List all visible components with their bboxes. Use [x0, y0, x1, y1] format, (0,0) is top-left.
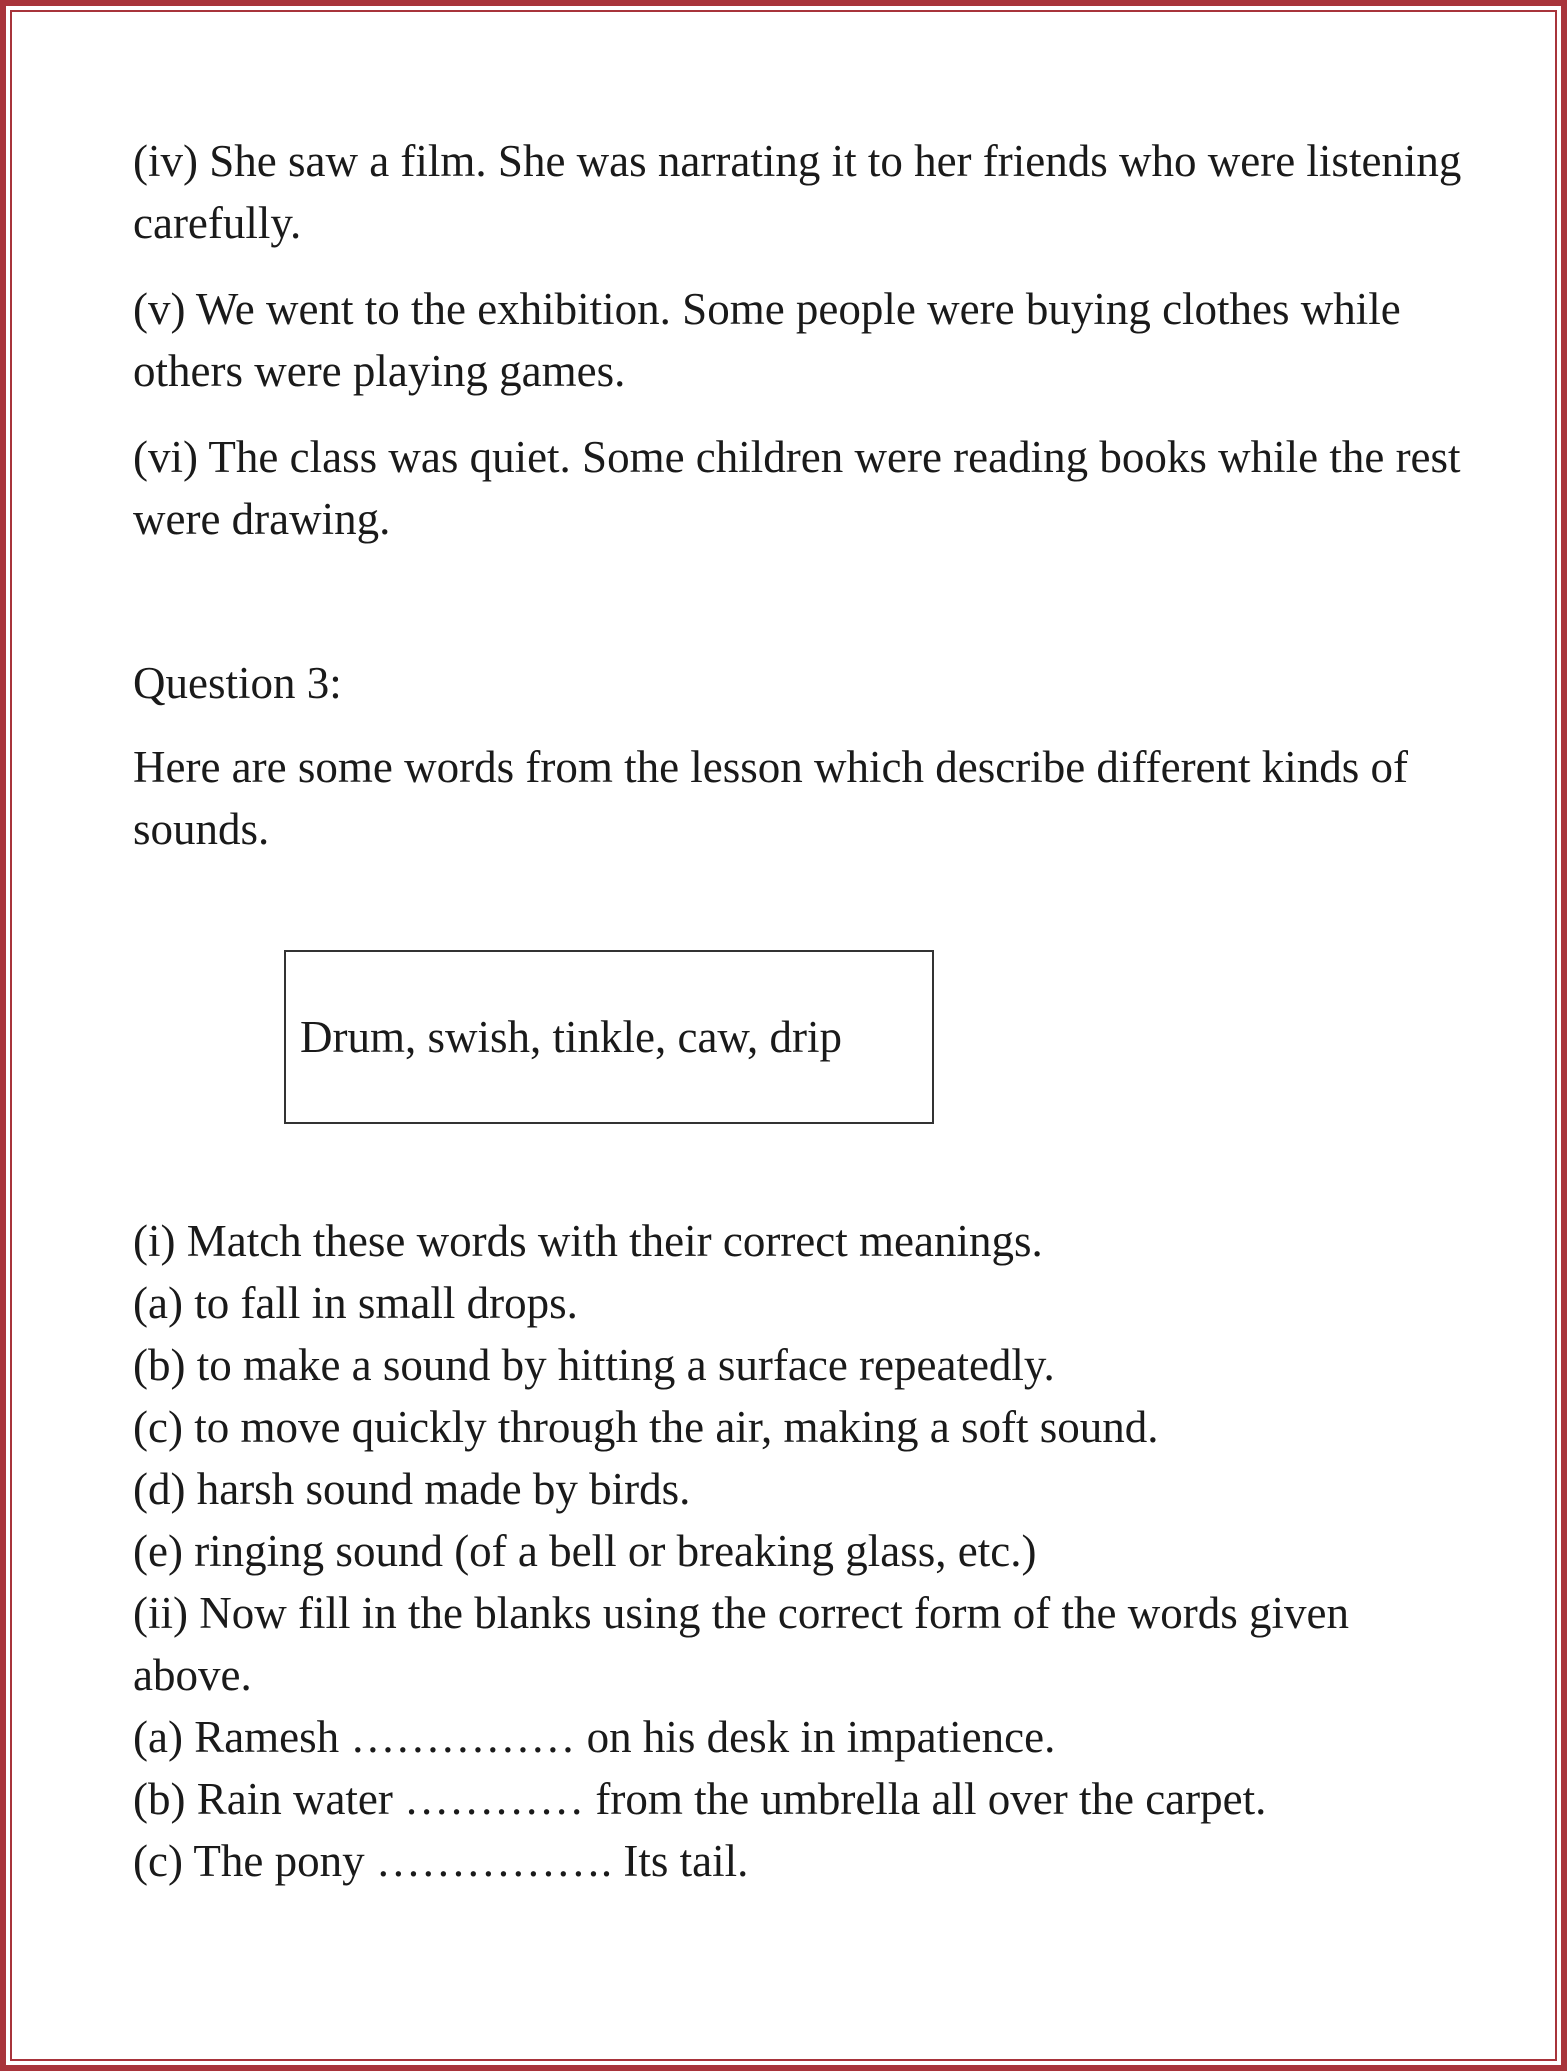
question-intro: Here are some words from the lesson which describe different kinds of sounds. — [133, 742, 1409, 854]
instruction-fill-blanks: (ii) Now fill in the blanks using the correct form of the words given above. — [133, 1588, 1349, 1700]
meaning-c: (c) to move quickly through the air, making a soft sound. — [133, 1402, 1159, 1452]
prev-item-vi: (vi) The class was quiet. Some children were reading books while the rest were drawing. — [133, 432, 1461, 544]
meaning-e: (e) ringing sound (of a bell or breaking glass, etc.) — [133, 1526, 1037, 1576]
instruction-match: (i) Match these words with their correct meanings. — [133, 1216, 1043, 1266]
prev-item-v: (v) We went to the exhibition. Some people were buying clothes while others were playing games. — [133, 284, 1401, 396]
meaning-a: (a) to fall in small drops. — [133, 1278, 578, 1328]
blank-b: (b) Rain water ………… from the umbrella all over the carpet. — [133, 1774, 1267, 1824]
word-box — [284, 950, 934, 1124]
question-items — [133, 1210, 1473, 1892]
prev-item-iv: (iv) She saw a film. She was narrating it to her friends who were listening carefully. — [133, 136, 1462, 248]
blank-c: (c) The pony ……………. Its tail. — [133, 1836, 749, 1886]
meaning-d: (d) harsh sound made by birds. — [133, 1464, 691, 1514]
word-box-text: Drum, swish, tinkle, caw, drip — [300, 1012, 842, 1062]
meaning-b: (b) to make a sound by hitting a surface repeatedly. — [133, 1340, 1055, 1390]
blank-a: (a) Ramesh …………… on his desk in impatience. — [133, 1712, 1056, 1762]
document-body — [133, 130, 1473, 1892]
question-title: Question 3: — [133, 658, 342, 708]
